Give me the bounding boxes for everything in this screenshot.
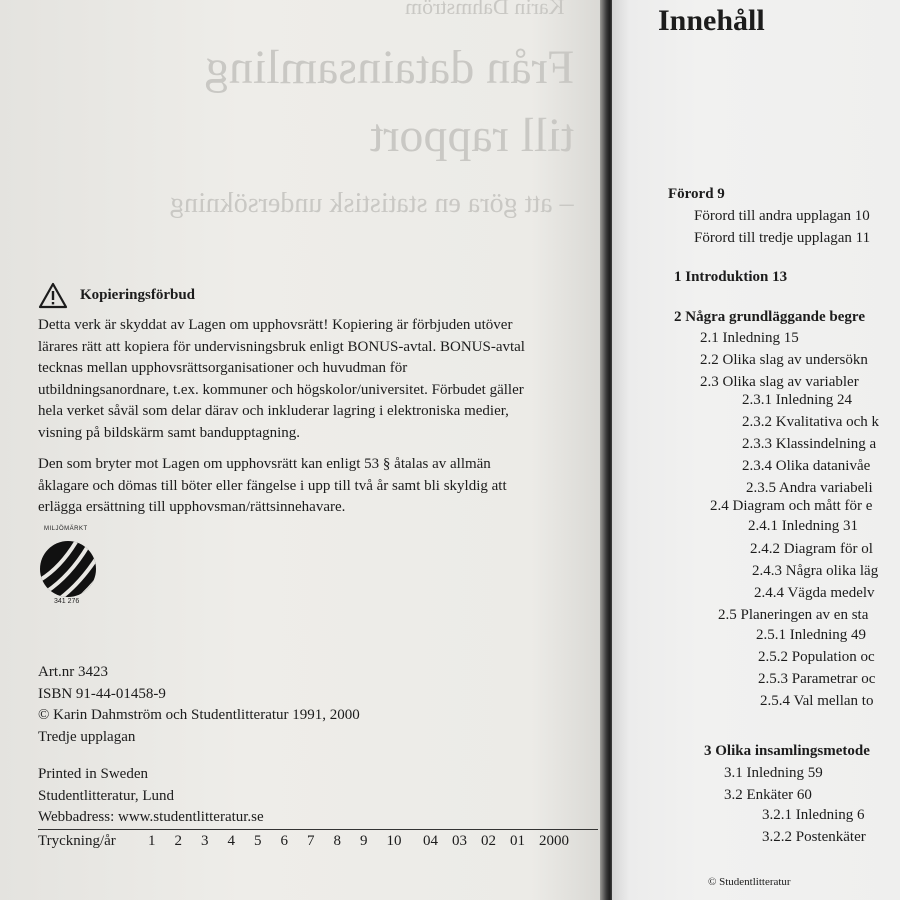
web-address: Webbadress: www.studentlitteratur.se <box>38 809 264 825</box>
printing-number: 3 <box>201 833 209 849</box>
printing-label: Tryckning/år <box>38 833 116 849</box>
printed-in: Printed in Sweden <box>38 766 148 782</box>
ghost-author-showthrough: Karin Dahmström <box>404 0 564 19</box>
edition: Tredje upplagan <box>38 728 136 745</box>
warning-paragraph-1-line: tecknas mellan upphovsrättsorganisationer och huvudman för <box>38 360 408 376</box>
toc-entry: 2.3.4 Olika datanivåe <box>742 458 871 474</box>
toc-entry: 3.1 Inledning 59 <box>724 765 823 781</box>
book-info-block <box>38 662 360 748</box>
toc-entry: 2.4.1 Inledning 31 <box>748 518 858 534</box>
warning-paragraph-1-line: hela verket såväl som delar därav och inkluderar lagring i elektroniska medier, <box>38 403 509 419</box>
printing-row <box>38 833 583 850</box>
printing-year: 01 <box>510 833 525 849</box>
ecolabel-seal <box>36 526 102 605</box>
toc-entry: Förord 9 <box>668 186 725 202</box>
ghost-title-line2: till rapport <box>370 109 574 162</box>
ecolabel-text: MILJÖMÄRKT <box>44 526 88 532</box>
toc-entry: 2.4.2 Diagram för ol <box>750 541 873 557</box>
warning-paragraph-1-line: lärares rätt att kopiera för undervisningsbruk enligt BONUS-avtal. BONUS-avtal <box>38 338 525 355</box>
warning-paragraph-1-line: Detta verk är skyddat av Lagen om upphovsrätt! Kopiering är förbjuden utöver <box>38 317 513 333</box>
toc-entry: 3.2.1 Inledning 6 <box>762 807 865 823</box>
publisher: Studentlitteratur, Lund <box>38 787 175 804</box>
printing-numbers <box>148 833 413 850</box>
toc-entry: 3.2.2 Postenkäter <box>762 829 866 845</box>
toc-entry: 2.4 Diagram och mått för e <box>710 498 873 514</box>
toc-entry: 3.2 Enkäter 60 <box>724 787 812 803</box>
printing-number: 8 <box>333 833 341 849</box>
printing-year: 2000 <box>539 833 569 849</box>
toc-entry: 2.4.3 Några olika läg <box>752 563 879 579</box>
toc-entry: 2.1 Inledning 15 <box>700 330 799 346</box>
ecolabel-number: 341 276 <box>54 598 80 605</box>
copy-warning-box <box>38 282 568 529</box>
toc-entry: 2.5.4 Val mellan to <box>760 693 874 709</box>
toc-title: Innehåll <box>658 4 765 37</box>
printing-number: 10 <box>386 833 402 849</box>
article-number: Art.nr 3423 <box>38 664 108 680</box>
toc-entry: 1 Introduktion 13 <box>674 269 788 285</box>
toc-entry: 2.3.2 Kvalitativa och k <box>742 414 880 430</box>
printing-year: 03 <box>452 833 467 849</box>
toc-entry: 2.3.5 Andra variabeli <box>746 480 873 496</box>
warning-paragraph-2-line: erlägga ersättning till upphovsman/rättsinnehavare. <box>38 499 346 515</box>
toc-entry: 2.2 Olika slag av undersökn <box>700 352 868 368</box>
printing-years <box>423 833 583 850</box>
toc-entry: 2 Några grundläggande begre <box>674 309 865 325</box>
warning-paragraph-1 <box>38 315 568 444</box>
ghost-title-line1: Från datainsamling <box>204 41 574 94</box>
printing-year: 04 <box>423 833 438 849</box>
swan-logo-icon <box>36 540 100 598</box>
printing-number: 1 <box>148 833 156 849</box>
right-page <box>612 0 900 900</box>
ghost-subtitle: – att göra en statistisk undersökning <box>170 188 574 219</box>
toc-entry: 3 Olika insamlingsmetode <box>704 743 870 759</box>
warning-triangle-icon <box>38 282 68 309</box>
toc-entry: 2.5.2 Population oc <box>758 649 875 665</box>
printing-number: 7 <box>307 833 315 849</box>
warning-paragraph-1-line: visning på bildskärm samt bandupptagning. <box>38 424 301 441</box>
toc-entry: 2.5.1 Inledning 49 <box>756 627 866 643</box>
toc-entry: Förord till tredje upplagan 11 <box>694 230 871 246</box>
printing-number: 6 <box>280 833 288 849</box>
toc-entry: 2.3 Olika slag av variabler <box>700 374 859 390</box>
toc-entry: 2.4.4 Vägda medelv <box>754 585 875 601</box>
warning-paragraph-2 <box>38 454 568 519</box>
printing-number: 5 <box>254 833 262 849</box>
toc-entry: 2.5 Planeringen av en sta <box>718 607 869 623</box>
printing-number: 9 <box>360 833 368 849</box>
toc-entry: 2.3.3 Klassindelning a <box>742 436 877 452</box>
page-footer: © Studentlitteratur <box>708 876 791 888</box>
copyright-line: © Karin Dahmström och Studentlitteratur 1991, 2000 <box>38 707 360 723</box>
warning-header <box>38 282 568 309</box>
publisher-block <box>38 764 264 829</box>
warning-paragraph-1-line: utbildningsanordnare, t.ex. kommuner och högskolor/universitet. Förbudet gäller <box>38 381 524 398</box>
warning-paragraph-2-line: åklagare och dömas till böter eller fängelse i upp till två år samt bli skyldig att <box>38 477 507 494</box>
warning-paragraph-2-line: Den som bryter mot Lagen om upphovsrätt kan enligt 53 § åtalas av allmän <box>38 456 491 472</box>
printing-year: 02 <box>481 833 496 849</box>
warning-title: Kopieringsförbud <box>80 287 196 303</box>
printing-divider <box>38 829 598 830</box>
toc-entry: Förord till andra upplagan 10 <box>694 208 870 224</box>
printing-number: 2 <box>174 833 182 849</box>
printing-number: 4 <box>227 833 235 849</box>
toc-entry: 2.3.1 Inledning 24 <box>742 392 852 408</box>
isbn: ISBN 91-44-01458-9 <box>38 685 166 702</box>
toc-entry: 2.5.3 Parametrar oc <box>758 671 876 687</box>
